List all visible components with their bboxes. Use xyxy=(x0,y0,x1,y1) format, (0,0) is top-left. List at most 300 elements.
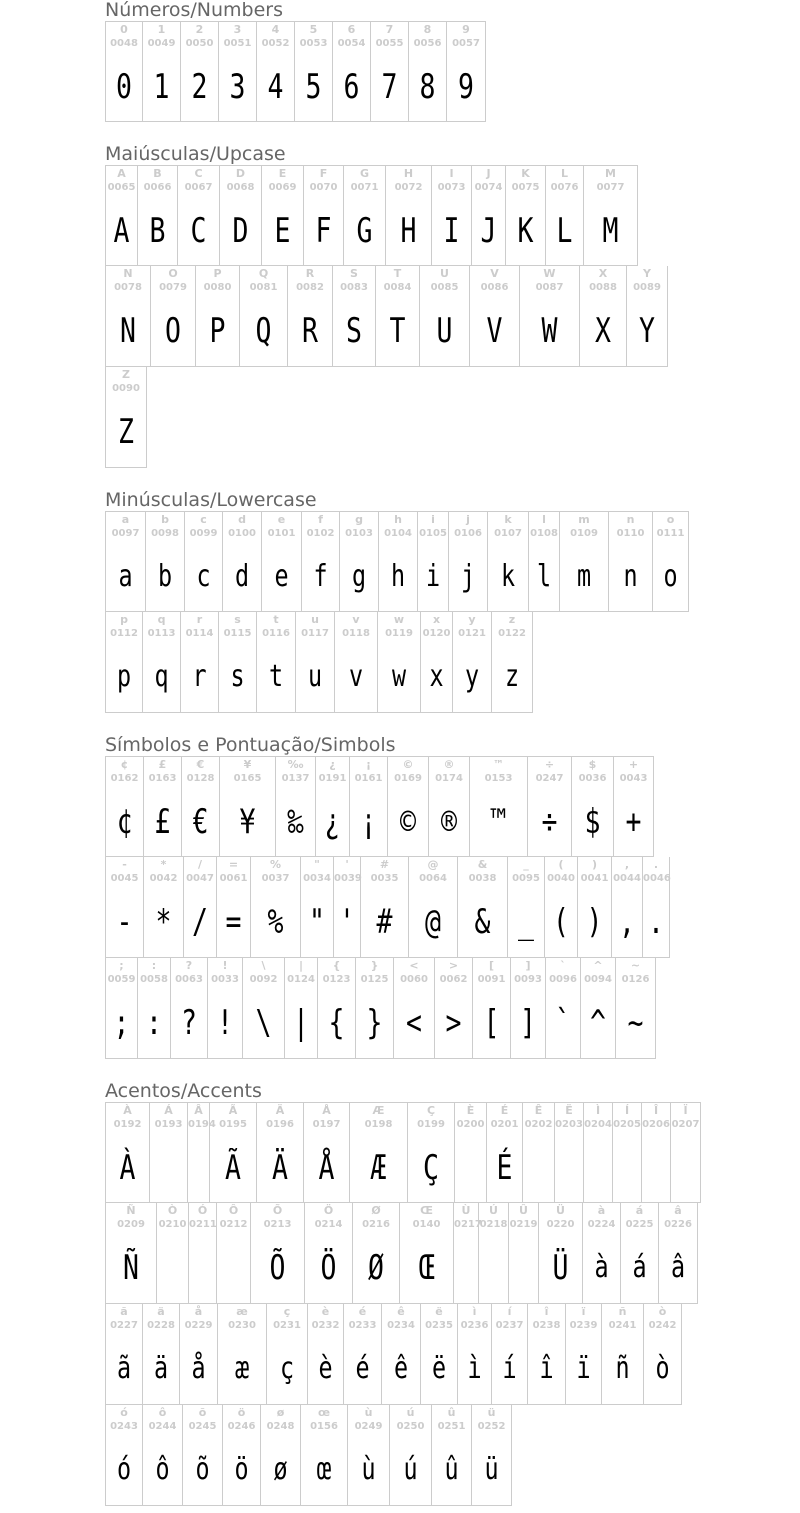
glyph-code: 0087 xyxy=(535,282,564,293)
glyph-cell xyxy=(409,857,458,958)
glyph-cell xyxy=(296,612,335,713)
glyph-code: 0252 xyxy=(477,1421,506,1432)
glyph-label: Ö xyxy=(323,1204,334,1217)
glyph-code: 0080 xyxy=(203,282,232,293)
glyph-label: S xyxy=(350,267,358,280)
glyph-cell xyxy=(316,756,350,857)
glyph-code: 0046 xyxy=(643,873,671,884)
glyph-sample: Ö xyxy=(320,1248,337,1288)
glyph-code: 0211 xyxy=(189,1219,217,1230)
glyph-label: ' xyxy=(345,858,349,871)
glyph-code: 0218 xyxy=(479,1219,508,1230)
glyph-label: V xyxy=(490,267,499,280)
glyph-label: ç xyxy=(283,1305,291,1318)
glyph-code: 0230 xyxy=(228,1320,256,1331)
glyph-cell xyxy=(508,857,545,958)
glyph-code: 0059 xyxy=(107,974,136,985)
glyph-sample: £ xyxy=(154,802,171,842)
glyph-row xyxy=(105,367,800,468)
glyph-sample: ~ xyxy=(627,1003,644,1043)
glyph-sample: } xyxy=(366,1003,383,1043)
glyph-sample: I xyxy=(443,211,460,251)
glyph-label: œ xyxy=(317,1406,331,1419)
glyph-cell xyxy=(584,1102,613,1203)
glyph-cell xyxy=(251,1203,305,1304)
glyph-code: 0202 xyxy=(524,1119,553,1130)
glyph-cell xyxy=(400,1203,454,1304)
glyph-sample: P xyxy=(209,311,226,351)
glyph-cell xyxy=(105,1405,143,1506)
glyph-sample: ¥ xyxy=(239,802,256,842)
glyph-cell xyxy=(376,266,420,367)
glyph-sample: é xyxy=(355,1351,370,1386)
glyph-cell xyxy=(171,958,208,1059)
glyph-code: 0217 xyxy=(454,1219,482,1230)
glyph-label: X xyxy=(598,267,608,280)
glyph-code: 0120 xyxy=(422,628,451,639)
glyph-cell xyxy=(492,1304,528,1405)
glyph-sample: g xyxy=(351,559,367,594)
glyph-sample: à xyxy=(594,1250,609,1285)
glyph-row xyxy=(105,1102,800,1203)
glyph-code: 0097 xyxy=(111,528,140,539)
glyph-sample: õ xyxy=(195,1452,210,1487)
glyph-sample: | xyxy=(293,1003,309,1043)
glyph-sample: ] xyxy=(520,1003,536,1043)
glyph-cell xyxy=(388,756,429,857)
glyph-label: q xyxy=(157,613,166,626)
glyph-cell xyxy=(335,612,378,713)
glyph-sample: í xyxy=(502,1351,517,1386)
glyph-code: 0048 xyxy=(110,38,138,49)
glyph-cell xyxy=(262,511,302,612)
glyph-sample: ë xyxy=(431,1351,447,1386)
glyph-code: 0096 xyxy=(549,974,577,985)
glyph-label: ` xyxy=(560,959,566,972)
glyph-label: 1 xyxy=(157,23,166,36)
glyph-sample: G xyxy=(356,211,373,251)
glyph-code: 0043 xyxy=(619,773,648,784)
glyph-code: 0163 xyxy=(148,773,177,784)
glyph-code: 0077 xyxy=(596,182,625,193)
glyph-code: 0199 xyxy=(417,1119,445,1130)
glyph-cell xyxy=(432,1405,472,1506)
glyph-code: 0051 xyxy=(223,38,252,49)
glyph-sample: ã xyxy=(116,1351,132,1386)
glyph-cell xyxy=(304,165,344,266)
glyph-sample: ï xyxy=(576,1351,591,1386)
glyph-code: 0114 xyxy=(185,628,214,639)
glyph-code: 0062 xyxy=(439,974,468,985)
glyph-code: 0071 xyxy=(350,182,379,193)
glyph-label: ! xyxy=(222,959,228,972)
glyph-code: 0106 xyxy=(454,528,482,539)
glyph-code: 0225 xyxy=(625,1219,654,1230)
glyph-sample: ç xyxy=(279,1351,295,1386)
glyph-sample: C xyxy=(190,211,207,251)
glyph-sample: Z xyxy=(118,412,134,452)
glyph-cell xyxy=(453,612,492,713)
glyph-sample: J xyxy=(480,211,497,251)
glyph-sample: ; xyxy=(113,1003,130,1043)
glyph-cell xyxy=(378,612,421,713)
glyph-code: 0101 xyxy=(267,528,296,539)
glyph-cell xyxy=(301,1405,348,1506)
glyph-code: 0153 xyxy=(484,773,513,784)
glyph-cell xyxy=(350,756,388,857)
glyph-cell xyxy=(318,958,356,1059)
glyph-code: 0094 xyxy=(584,974,612,985)
glyph-cell xyxy=(333,21,371,122)
glyph-sample: 7 xyxy=(381,67,398,107)
glyph-sample: > xyxy=(445,1003,462,1043)
glyph-label: ü xyxy=(487,1406,496,1419)
glyph-cell xyxy=(105,266,151,367)
glyph-label: } xyxy=(370,959,379,972)
glyph-label: G xyxy=(359,167,370,180)
glyph-sample: o xyxy=(663,559,678,594)
glyph-code: 0119 xyxy=(385,628,413,639)
glyph-sample: á xyxy=(632,1250,647,1285)
glyph-sample: î xyxy=(539,1351,554,1386)
glyph-code: 0232 xyxy=(311,1320,340,1331)
glyph-label: ú xyxy=(406,1406,415,1419)
glyph-cell xyxy=(609,511,653,612)
glyph-sample: j xyxy=(460,559,476,594)
glyph-label: i xyxy=(431,513,435,526)
glyph-sample: 5 xyxy=(305,67,322,107)
glyph-code: 0034 xyxy=(303,873,331,884)
glyph-sample: ô xyxy=(155,1452,170,1487)
glyph-cell xyxy=(581,958,616,1059)
glyph-code: 0234 xyxy=(387,1320,415,1331)
glyph-code: 0118 xyxy=(342,628,370,639)
glyph-sample: V xyxy=(486,311,503,351)
glyph-cell xyxy=(621,1203,659,1304)
glyph-cell xyxy=(143,21,181,122)
glyph-cell xyxy=(528,756,572,857)
glyph-cell xyxy=(506,165,546,266)
glyph-row xyxy=(105,756,800,857)
section xyxy=(105,1081,800,1506)
glyph-code: 0228 xyxy=(147,1320,175,1331)
glyph-label: F xyxy=(319,167,328,180)
glyph-label: Å xyxy=(322,1104,331,1117)
glyph-label: - xyxy=(122,858,127,871)
glyph-label: ) xyxy=(591,858,598,871)
glyph-label: # xyxy=(379,858,390,871)
glyph-code: 0042 xyxy=(149,873,178,884)
glyph-label: Ø xyxy=(371,1204,381,1217)
glyph-sample: 8 xyxy=(419,67,436,107)
glyph-label: s xyxy=(234,613,241,626)
glyph-label: . xyxy=(653,858,659,871)
glyph-sample: i xyxy=(425,559,441,594)
glyph-sample: + xyxy=(625,802,642,842)
glyph-sample: B xyxy=(149,211,166,251)
glyph-label: h xyxy=(394,513,402,526)
glyph-label: p xyxy=(120,613,128,626)
glyph-code: 0116 xyxy=(262,628,290,639)
glyph-cell xyxy=(584,165,638,266)
glyph-cell xyxy=(304,1102,350,1203)
glyph-cell xyxy=(182,756,220,857)
glyph-code: 0035 xyxy=(370,873,399,884)
glyph-cell xyxy=(105,1304,143,1405)
glyph-code: 0079 xyxy=(159,282,187,293)
glyph-sample: É xyxy=(496,1148,513,1188)
glyph-cell xyxy=(218,1304,267,1405)
glyph-label: a xyxy=(121,513,130,526)
glyph-label: Ï xyxy=(683,1104,688,1117)
glyph-cell xyxy=(435,958,473,1059)
glyph-cell xyxy=(143,612,181,713)
glyph-sample: ' xyxy=(339,902,355,942)
glyph-row xyxy=(105,165,800,266)
glyph-code: 0207 xyxy=(671,1119,700,1130)
glyph-row xyxy=(105,511,800,612)
glyph-cell xyxy=(572,756,614,857)
glyph-sample: x xyxy=(429,659,444,694)
glyph-code: 0197 xyxy=(312,1119,341,1130)
glyph-sample: s xyxy=(230,659,245,694)
glyph-cell xyxy=(492,612,533,713)
glyph-label: L xyxy=(560,167,568,180)
glyph-cell xyxy=(408,1102,455,1203)
glyph-label: Æ xyxy=(372,1104,385,1117)
glyph-cell xyxy=(183,1405,223,1506)
glyph-label: 8 xyxy=(423,23,432,36)
glyph-code: 0075 xyxy=(511,182,540,193)
glyph-label: 2 xyxy=(195,23,204,36)
glyph-sample: å xyxy=(191,1351,206,1386)
glyph-code: 0068 xyxy=(226,182,255,193)
section-title: Minúsculas/Lowercase xyxy=(105,489,317,511)
glyph-cell xyxy=(138,165,178,266)
glyph-label: È xyxy=(466,1104,475,1117)
glyph-code: 0083 xyxy=(340,282,368,293)
glyph-label: { xyxy=(332,959,341,972)
glyph-code: 0047 xyxy=(186,873,214,884)
glyph-code: 0108 xyxy=(530,528,558,539)
glyph-sample: Ñ xyxy=(123,1248,139,1288)
glyph-code: 0040 xyxy=(547,873,575,884)
glyph-row xyxy=(105,1304,800,1405)
glyph-label: w xyxy=(393,613,405,626)
glyph-cell xyxy=(449,511,488,612)
glyph-sample: X xyxy=(595,311,611,351)
glyph-code: 0192 xyxy=(113,1119,142,1130)
glyph-code: 0117 xyxy=(301,628,329,639)
glyph-sample: ê xyxy=(393,1351,409,1386)
glyph-sample: t xyxy=(268,659,284,694)
glyph-code: 0205 xyxy=(613,1119,641,1130)
glyph-cell xyxy=(157,1203,189,1304)
glyph-label: B xyxy=(153,167,162,180)
glyph-cell xyxy=(487,1102,523,1203)
glyph-label: W xyxy=(543,267,556,280)
glyph-code: 0161 xyxy=(354,773,383,784)
glyph-label: Ç xyxy=(426,1104,436,1117)
glyph-label: û xyxy=(447,1406,456,1419)
glyph-sample: * xyxy=(155,902,172,942)
glyph-label: b xyxy=(161,513,169,526)
glyph-code: 0093 xyxy=(514,974,542,985)
glyph-sample: [ xyxy=(483,1003,500,1043)
glyph-sample: Å xyxy=(318,1148,335,1188)
glyph-label: & xyxy=(477,858,488,871)
glyph-label: ~ xyxy=(630,959,641,972)
glyph-label: Á xyxy=(164,1104,173,1117)
glyph-code: 0219 xyxy=(509,1219,538,1230)
glyph-cell xyxy=(181,612,219,713)
glyph-code: 0194 xyxy=(188,1119,216,1130)
glyph-sample: \ xyxy=(255,1003,272,1043)
glyph-label: [ xyxy=(488,959,495,972)
glyph-cell xyxy=(220,165,262,266)
glyph-row xyxy=(105,1203,800,1304)
glyph-label: Ä xyxy=(275,1104,285,1117)
glyph-label: è xyxy=(321,1305,330,1318)
glyph-cell xyxy=(180,1304,218,1405)
glyph-sample: W xyxy=(541,311,558,351)
glyph-sample: 9 xyxy=(458,67,474,107)
glyph-code: 0057 xyxy=(452,38,480,49)
glyph-label: c xyxy=(200,513,207,526)
glyph-code: 0107 xyxy=(494,528,522,539)
glyph-cell xyxy=(470,266,520,367)
glyph-sample: 6 xyxy=(343,67,360,107)
glyph-sample: , xyxy=(619,902,635,942)
glyph-sample: N xyxy=(120,311,136,351)
glyph-cell xyxy=(262,165,304,266)
glyph-code: 0086 xyxy=(480,282,509,293)
glyph-label: f xyxy=(318,513,323,526)
glyph-label: T xyxy=(393,267,402,280)
glyph-cell xyxy=(390,1405,432,1506)
glyph-label: å xyxy=(194,1305,203,1318)
glyph-label: d xyxy=(238,513,246,526)
glyph-cell xyxy=(580,266,627,367)
glyph-label: = xyxy=(228,858,239,871)
glyph-cell xyxy=(644,1304,682,1405)
glyph-sample: 4 xyxy=(267,67,284,107)
glyph-code: 0037 xyxy=(261,873,290,884)
glyph-cell xyxy=(105,756,144,857)
glyph-sample: : xyxy=(146,1003,162,1043)
glyph-cell xyxy=(257,21,295,122)
glyph-cell xyxy=(267,1304,308,1405)
glyph-label: Œ xyxy=(420,1204,433,1217)
glyph-code: 0084 xyxy=(383,282,412,293)
glyph-sample: ! xyxy=(217,1003,233,1043)
glyph-sample: u xyxy=(307,659,323,694)
glyph-sample: U xyxy=(436,311,453,351)
glyph-label: % xyxy=(269,858,282,871)
glyph-label: l xyxy=(542,513,546,526)
glyph-code: 0233 xyxy=(348,1320,377,1331)
glyph-sample: ¢ xyxy=(116,802,133,842)
glyph-sample: ä xyxy=(153,1351,169,1386)
glyph-sample: À xyxy=(119,1148,136,1188)
glyph-sample: $ xyxy=(584,802,601,842)
glyph-code: 0250 xyxy=(396,1421,425,1432)
glyph-label: ; xyxy=(119,959,124,972)
glyph-sample: ÷ xyxy=(541,802,558,842)
glyph-sample: Ç xyxy=(423,1148,439,1188)
glyph-label: g xyxy=(355,513,363,526)
glyph-sample: 2 xyxy=(191,67,208,107)
glyph-cell xyxy=(105,612,143,713)
glyph-label: ó xyxy=(120,1406,128,1419)
glyph-code: 0245 xyxy=(188,1421,217,1432)
glyph-code: 0058 xyxy=(140,974,168,985)
glyph-cell xyxy=(447,21,486,122)
glyph-code: 0049 xyxy=(147,38,176,49)
glyph-code: 0036 xyxy=(578,773,607,784)
glyph-code: 0123 xyxy=(322,974,351,985)
glyph-label: ? xyxy=(185,959,193,972)
glyph-code: 0082 xyxy=(296,282,324,293)
glyph-label: ê xyxy=(397,1305,405,1318)
glyph-code: 0196 xyxy=(266,1119,294,1130)
glyph-label: À xyxy=(123,1104,132,1117)
glyph-code: 0072 xyxy=(394,182,423,193)
glyph-label: " xyxy=(314,858,320,871)
glyph-code: 0210 xyxy=(158,1219,187,1230)
section-title: Símbolos e Pontuação/Simbols xyxy=(105,734,396,756)
glyph-code: 0244 xyxy=(148,1421,177,1432)
glyph-label: * xyxy=(160,858,167,871)
glyph-cell xyxy=(616,958,656,1059)
glyph-cell xyxy=(340,511,379,612)
glyph-code: 0206 xyxy=(642,1119,670,1130)
glyph-code: 0050 xyxy=(185,38,214,49)
glyph-cell xyxy=(105,21,143,122)
glyph-cell xyxy=(379,511,418,612)
glyph-cell xyxy=(566,1304,602,1405)
glyph-code: 0125 xyxy=(360,974,389,985)
glyph-label: Ã xyxy=(228,1104,238,1117)
glyph-cell xyxy=(196,266,240,367)
glyph-code: 0078 xyxy=(114,282,142,293)
glyph-sample: € xyxy=(192,802,209,842)
glyph-code: 0052 xyxy=(261,38,290,49)
glyph-code: 0236 xyxy=(460,1320,489,1331)
glyph-sample: ì xyxy=(467,1351,482,1386)
section xyxy=(105,144,800,490)
glyph-label: ÷ xyxy=(544,758,555,771)
glyph-cell xyxy=(421,612,453,713)
glyph-sample: A xyxy=(113,211,130,251)
glyph-code: 0209 xyxy=(117,1219,145,1230)
glyph-sample: û xyxy=(444,1452,459,1487)
glyph-code: 0113 xyxy=(147,628,176,639)
glyph-code: 0200 xyxy=(456,1119,485,1130)
glyph-label: € xyxy=(196,758,205,771)
glyph-label: Õ xyxy=(272,1204,283,1217)
glyph-label: ë xyxy=(435,1305,443,1318)
glyph-code: 0091 xyxy=(477,974,506,985)
glyph-sample: & xyxy=(474,902,491,942)
glyph-sample: è xyxy=(318,1351,333,1386)
glyph-label: á xyxy=(635,1204,644,1217)
glyph-label: n xyxy=(626,513,635,526)
glyph-code: 0249 xyxy=(354,1421,383,1432)
glyph-code: 0137 xyxy=(281,773,310,784)
glyph-cell xyxy=(344,1304,382,1405)
glyph-cell xyxy=(188,1102,216,1203)
